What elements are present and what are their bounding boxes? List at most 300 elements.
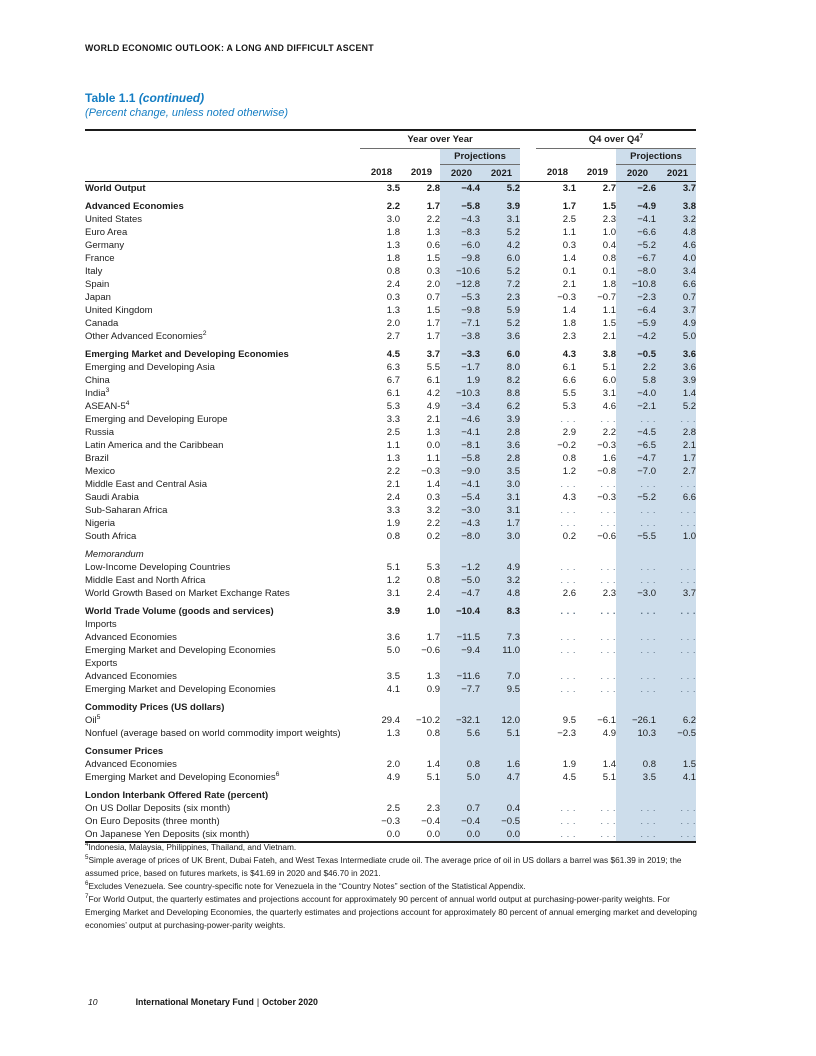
value-cell: 5.0 (656, 330, 696, 343)
row-label: Imports (85, 619, 117, 630)
value-cell (400, 789, 440, 802)
value-cell: . . . (600, 671, 617, 682)
value-cell: −2.3 (616, 291, 656, 304)
value-cell (360, 789, 400, 802)
value-cell: 1.3 (386, 728, 400, 739)
row-label: On US Dollar Deposits (six month) (85, 803, 231, 814)
value-cell: 0.4 (480, 802, 520, 815)
value-cell: 1.3 (386, 240, 400, 251)
value-cell: 1.2 (562, 466, 577, 477)
row-label: China (85, 375, 110, 386)
value-cell: 0.8 (440, 758, 480, 771)
value-cell: 3.4 (656, 265, 696, 278)
value-cell (576, 745, 616, 758)
value-cell: 1.2 (386, 575, 400, 586)
table-row (85, 618, 696, 631)
gap-cell (520, 330, 536, 343)
value-cell: 5.2 (480, 226, 520, 239)
table-row (85, 374, 696, 387)
gap-cell (520, 426, 536, 439)
value-cell: 0.7 (656, 291, 696, 304)
row-label: Advanced Economies (85, 759, 177, 770)
value-cell: 3.7 (426, 349, 440, 360)
table-row (85, 252, 696, 265)
value-cell: −4.3 (440, 517, 480, 530)
value-cell: . . . (656, 413, 696, 426)
value-cell: 8.2 (480, 374, 520, 387)
value-cell: 9.5 (562, 715, 577, 726)
value-cell: 4.5 (386, 349, 400, 360)
table-row (85, 745, 696, 758)
value-cell: 2.1 (602, 331, 617, 342)
value-cell: −4.1 (440, 426, 480, 439)
value-cell: 1.1 (426, 453, 440, 464)
value-cell: 3.2 (656, 213, 696, 226)
gap-cell (520, 789, 536, 802)
value-cell: 2.0 (426, 279, 440, 290)
gap-cell (520, 631, 536, 644)
value-cell: 1.4 (426, 759, 440, 770)
value-cell: . . . (600, 632, 617, 643)
value-cell: 5.1 (426, 772, 440, 783)
row-label: ASEAN-$5^4$ (85, 399, 130, 412)
footnote-ref-3: 3 (105, 386, 110, 394)
value-cell (440, 701, 480, 714)
footnotes (85, 841, 707, 932)
year-header: 2019 (400, 165, 440, 182)
value-cell: . . . (600, 575, 617, 586)
value-cell: −5.5 (616, 530, 656, 543)
gap-cell (520, 683, 536, 696)
row-label: Mexico (85, 466, 116, 477)
table-body (85, 182, 696, 843)
value-cell: −9.0 (440, 465, 480, 478)
value-cell: . . . (600, 829, 617, 840)
value-cell: . . . (560, 414, 577, 425)
value-cell (576, 618, 616, 631)
value-cell: 1.5 (602, 201, 617, 212)
value-cell: . . . (616, 828, 656, 842)
value-cell: . . . (656, 517, 696, 530)
gap-cell (520, 771, 536, 784)
gap-cell (520, 491, 536, 504)
value-cell: −0.2 (557, 440, 577, 451)
row-label: Emerging and Developing Asia (85, 362, 215, 373)
value-cell: 3.6 (656, 361, 696, 374)
gap-cell (520, 400, 536, 413)
value-cell: 2.5 (386, 803, 400, 814)
value-cell: 5.1 (386, 562, 400, 573)
value-cell: 0.8 (426, 728, 440, 739)
value-cell: −6.0 (440, 239, 480, 252)
value-cell: 5.1 (480, 727, 520, 740)
projections-header-yoy: Projections (440, 149, 520, 165)
value-cell: −0.5 (616, 348, 656, 361)
footer-publisher: International Monetary Fund (135, 997, 254, 1007)
row-label: Advanced Economies (85, 201, 184, 212)
value-cell: 1.1 (602, 305, 617, 316)
value-cell (616, 701, 656, 714)
gap-cell (520, 517, 536, 530)
value-cell: 3.8 (656, 200, 696, 213)
value-cell: 0.2 (426, 531, 440, 542)
empty-cell (576, 149, 616, 165)
footer-separator: | (256, 997, 260, 1007)
value-cell: 5.3 (386, 401, 400, 412)
gap-cell (520, 265, 536, 278)
row-label: World Growth Based on Market Exchange Rates (85, 588, 290, 599)
value-cell: 4.9 (656, 317, 696, 330)
value-cell: −8.3 (440, 226, 480, 239)
value-cell: 1.0 (426, 606, 440, 617)
gap-cell (520, 317, 536, 330)
running-head: WORLD ECONOMIC OUTLOOK: A LONG AND DIFFICULT ASCENT (85, 43, 374, 53)
table-title-block (85, 91, 288, 119)
value-cell: 0.8 (616, 758, 656, 771)
table-row (85, 330, 696, 343)
value-cell: 7.0 (480, 670, 520, 683)
value-cell: −8.0 (440, 530, 480, 543)
value-cell: 1.4 (562, 305, 577, 316)
value-cell: 2.8 (656, 426, 696, 439)
value-cell: 5.1 (602, 362, 617, 373)
value-cell: . . . (616, 478, 656, 491)
value-cell: . . . (616, 683, 656, 696)
value-cell: 0.9 (426, 684, 440, 695)
value-cell: 5.9 (480, 304, 520, 317)
value-cell: 1.4 (426, 479, 440, 490)
value-cell (656, 657, 696, 670)
gap-cell (520, 452, 536, 465)
value-cell: 7.2 (480, 278, 520, 291)
footnote-ref-2: 2 (202, 329, 207, 337)
value-cell (360, 618, 400, 631)
value-cell: −4.1 (440, 478, 480, 491)
value-cell: . . . (656, 815, 696, 828)
value-cell (480, 548, 520, 561)
value-cell: −4.9 (616, 200, 656, 213)
footnote-ref-5: 5 (96, 713, 101, 721)
value-cell: . . . (656, 504, 696, 517)
value-cell: . . . (616, 517, 656, 530)
value-cell: . . . (616, 670, 656, 683)
projections-row (85, 149, 696, 165)
value-cell: . . . (600, 606, 617, 617)
table-row (85, 504, 696, 517)
value-cell: −4.0 (616, 387, 656, 400)
value-cell: 0.0 (426, 440, 440, 451)
value-cell: 3.0 (480, 478, 520, 491)
gap-cell (520, 149, 536, 165)
value-cell: 4.9 (602, 728, 617, 739)
value-cell: −0.3 (557, 292, 577, 303)
value-cell: . . . (560, 632, 577, 643)
gap-cell (520, 213, 536, 226)
gap-cell (520, 348, 536, 361)
value-cell: 1.4 (656, 387, 696, 400)
value-cell: 2.3 (602, 588, 617, 599)
row-label: Saudi Arabia (85, 492, 139, 503)
value-cell: 7.3 (480, 631, 520, 644)
value-cell (656, 701, 696, 714)
gap-cell (520, 701, 536, 714)
value-cell: −6.6 (616, 226, 656, 239)
value-cell: 2.9 (562, 427, 577, 438)
value-cell: 5.2 (480, 265, 520, 278)
value-cell: −5.3 (440, 291, 480, 304)
empty-cell (536, 149, 576, 165)
gap-cell (520, 548, 536, 561)
row-label: Advanced Economies (85, 632, 177, 643)
value-cell: 3.7 (656, 304, 696, 317)
value-cell: −5.2 (616, 491, 656, 504)
value-cell: −3.3 (440, 348, 480, 361)
value-cell: . . . (560, 684, 577, 695)
value-cell: 4.3 (562, 492, 577, 503)
value-cell: 6.1 (426, 375, 440, 386)
value-cell (536, 548, 576, 561)
value-cell: 3.7 (656, 587, 696, 600)
row-label: Consumer Prices (85, 746, 164, 757)
value-cell (616, 745, 656, 758)
value-cell: . . . (616, 802, 656, 815)
value-cell: 1.3 (426, 427, 440, 438)
value-cell: 0.8 (426, 575, 440, 586)
value-cell: 3.6 (480, 330, 520, 343)
value-cell: . . . (656, 478, 696, 491)
value-cell: . . . (656, 644, 696, 657)
row-label: World Trade Volume (goods and services) (85, 606, 274, 617)
table-row (85, 239, 696, 252)
value-cell: −2.6 (616, 182, 656, 196)
value-cell: 4.9 (426, 401, 440, 412)
value-cell: . . . (600, 803, 617, 814)
value-cell: 4.1 (656, 771, 696, 784)
gap-cell (520, 657, 536, 670)
col-group-q4-over-q4 (536, 130, 696, 149)
empty-cell (85, 149, 360, 165)
value-cell: 4.5 (562, 772, 577, 783)
gap-cell (520, 530, 536, 543)
value-cell: 3.5 (386, 183, 400, 194)
row-label: Brazil (85, 453, 109, 464)
empty-cell (400, 149, 440, 165)
value-cell: 3.1 (562, 183, 577, 194)
value-cell: 0.3 (562, 240, 577, 251)
value-cell: 1.8 (386, 227, 400, 238)
value-cell: 6.6 (656, 491, 696, 504)
gap-cell (520, 644, 536, 657)
gap-cell (520, 714, 536, 727)
page-number: 10 (88, 997, 98, 1007)
value-cell: 4.6 (656, 239, 696, 252)
value-cell: 1.7 (562, 201, 577, 212)
row-label: India$^3$ (85, 386, 110, 399)
row-label: France (85, 253, 115, 264)
value-cell: 5.2 (480, 317, 520, 330)
value-cell: 5.8 (616, 374, 656, 387)
table-row (85, 605, 696, 618)
row-label: Canada (85, 318, 119, 329)
footnote: $^7$For World Output, the quarterly estimates and projections account for approximately 90 percent of annual world output at purchasing-power-parity weights. For Emerging Market and Developing Economies, the quarterly estimates and projections account for approximately 80 percent of annual emerging market and developing economies’ output at purchasing-power-parity weights. (85, 893, 698, 930)
empty-cell (85, 130, 360, 149)
table-row (85, 771, 696, 784)
value-cell: 5.3 (562, 401, 577, 412)
value-cell: 2.5 (562, 214, 577, 225)
value-cell: . . . (616, 504, 656, 517)
value-cell: 0.8 (562, 453, 577, 464)
value-cell: 2.1 (656, 439, 696, 452)
table-row (85, 304, 696, 317)
value-cell: . . . (600, 505, 617, 516)
value-cell: . . . (656, 574, 696, 587)
table-row (85, 701, 696, 714)
value-cell: −5.0 (440, 574, 480, 587)
value-cell (440, 657, 480, 670)
table-row (85, 802, 696, 815)
value-cell: 1.7 (480, 517, 520, 530)
value-cell: 1.7 (656, 452, 696, 465)
value-cell: −6.7 (616, 252, 656, 265)
years-header-row (85, 165, 696, 182)
row-label: Italy (85, 266, 103, 277)
value-cell: 1.3 (386, 453, 400, 464)
weo-table (85, 129, 696, 843)
table-row (85, 683, 696, 696)
value-cell: 0.6 (426, 240, 440, 251)
value-cell (536, 657, 576, 670)
value-cell: 3.1 (602, 388, 617, 399)
footnote: $^4$Indonesia, Malaysia, Philippines, Thailand, and Vietnam. (85, 841, 297, 852)
value-cell: −9.8 (440, 252, 480, 265)
value-cell: 2.7 (656, 465, 696, 478)
value-cell: −1.7 (440, 361, 480, 374)
value-cell: 29.4 (381, 715, 400, 726)
value-cell: −10.4 (440, 605, 480, 618)
value-cell: 3.9 (480, 200, 520, 213)
value-cell: −4.3 (440, 213, 480, 226)
footnote-marker: 6 (85, 880, 89, 888)
value-cell: −6.5 (616, 439, 656, 452)
table-row (85, 317, 696, 330)
value-cell (656, 745, 696, 758)
row-label: Exports (85, 658, 118, 669)
value-cell: 3.0 (386, 214, 400, 225)
value-cell (576, 789, 616, 802)
gap-cell (520, 226, 536, 239)
value-cell: −0.6 (421, 645, 440, 656)
value-cell: 5.6 (440, 727, 480, 740)
row-label: Nonfuel (average based on world commodity import weights) (85, 728, 341, 739)
value-cell: 0.3 (386, 292, 400, 303)
value-cell (576, 548, 616, 561)
value-cell: 4.1 (386, 684, 400, 695)
value-cell (400, 657, 440, 670)
value-cell: −10.3 (440, 387, 480, 400)
value-cell: 2.0 (386, 759, 400, 770)
value-cell: 2.3 (426, 803, 440, 814)
value-cell (616, 618, 656, 631)
table-row (85, 478, 696, 491)
value-cell: 6.0 (480, 348, 520, 361)
value-cell: 5.5 (562, 388, 577, 399)
table-row (85, 226, 696, 239)
table-row (85, 387, 696, 400)
value-cell: 6.6 (656, 278, 696, 291)
value-cell: . . . (656, 561, 696, 574)
row-label: Emerging Market and Developing Economies (85, 349, 289, 360)
value-cell: 6.0 (480, 252, 520, 265)
value-cell: 1.5 (426, 253, 440, 264)
value-cell: 2.8 (480, 452, 520, 465)
value-cell: −0.4 (440, 815, 480, 828)
value-cell: 1.6 (602, 453, 617, 464)
value-cell: −0.7 (597, 292, 617, 303)
value-cell: −3.0 (440, 504, 480, 517)
value-cell: −6.1 (597, 715, 617, 726)
table-row (85, 400, 696, 413)
value-cell (480, 618, 520, 631)
gap-cell (520, 239, 536, 252)
value-cell: 1.4 (602, 759, 617, 770)
value-cell: . . . (600, 684, 617, 695)
value-cell: . . . (560, 829, 577, 840)
projections-header-q4: Projections (616, 149, 696, 165)
table-row (85, 182, 696, 196)
value-cell: 1.8 (602, 279, 617, 290)
value-cell: 4.6 (602, 401, 617, 412)
value-cell: −5.8 (440, 452, 480, 465)
gap-cell (520, 374, 536, 387)
value-cell: 1.5 (426, 305, 440, 316)
value-cell: 0.0 (426, 829, 440, 840)
value-cell: 5.0 (440, 771, 480, 784)
value-cell: −4.2 (616, 330, 656, 343)
row-label: Commodity Prices (US dollars) (85, 702, 225, 713)
value-cell: 0.7 (426, 292, 440, 303)
row-label: United States (85, 214, 143, 225)
value-cell: 3.7 (656, 182, 696, 196)
value-cell: 4.9 (480, 561, 520, 574)
value-cell: 5.1 (602, 772, 617, 783)
value-cell: 1.9 (386, 518, 400, 529)
value-cell (536, 701, 576, 714)
table-row (85, 758, 696, 771)
gap-cell (520, 291, 536, 304)
row-label: Other Advanced Economies$^2$ (85, 329, 207, 342)
table-row (85, 213, 696, 226)
value-cell: 2.3 (480, 291, 520, 304)
value-cell: . . . (560, 505, 577, 516)
value-cell: −3.4 (440, 400, 480, 413)
table-subtitle: (Percent change, unless noted otherwise) (85, 107, 289, 119)
value-cell: 6.1 (562, 362, 577, 373)
row-label: South Africa (85, 531, 137, 542)
value-cell: 1.3 (426, 227, 440, 238)
row-label: Low-Income Developing Countries (85, 562, 231, 573)
value-cell (360, 701, 400, 714)
value-cell: . . . (560, 671, 577, 682)
value-cell: 3.2 (426, 505, 440, 516)
value-cell: 1.6 (480, 758, 520, 771)
footer-edition: October 2020 (262, 997, 318, 1007)
value-cell: 9.5 (480, 683, 520, 696)
row-label: Oil$^5$ (85, 713, 101, 726)
table-row (85, 574, 696, 587)
value-cell: −0.6 (597, 531, 617, 542)
value-cell: 1.8 (386, 253, 400, 264)
gap-cell (520, 727, 536, 740)
